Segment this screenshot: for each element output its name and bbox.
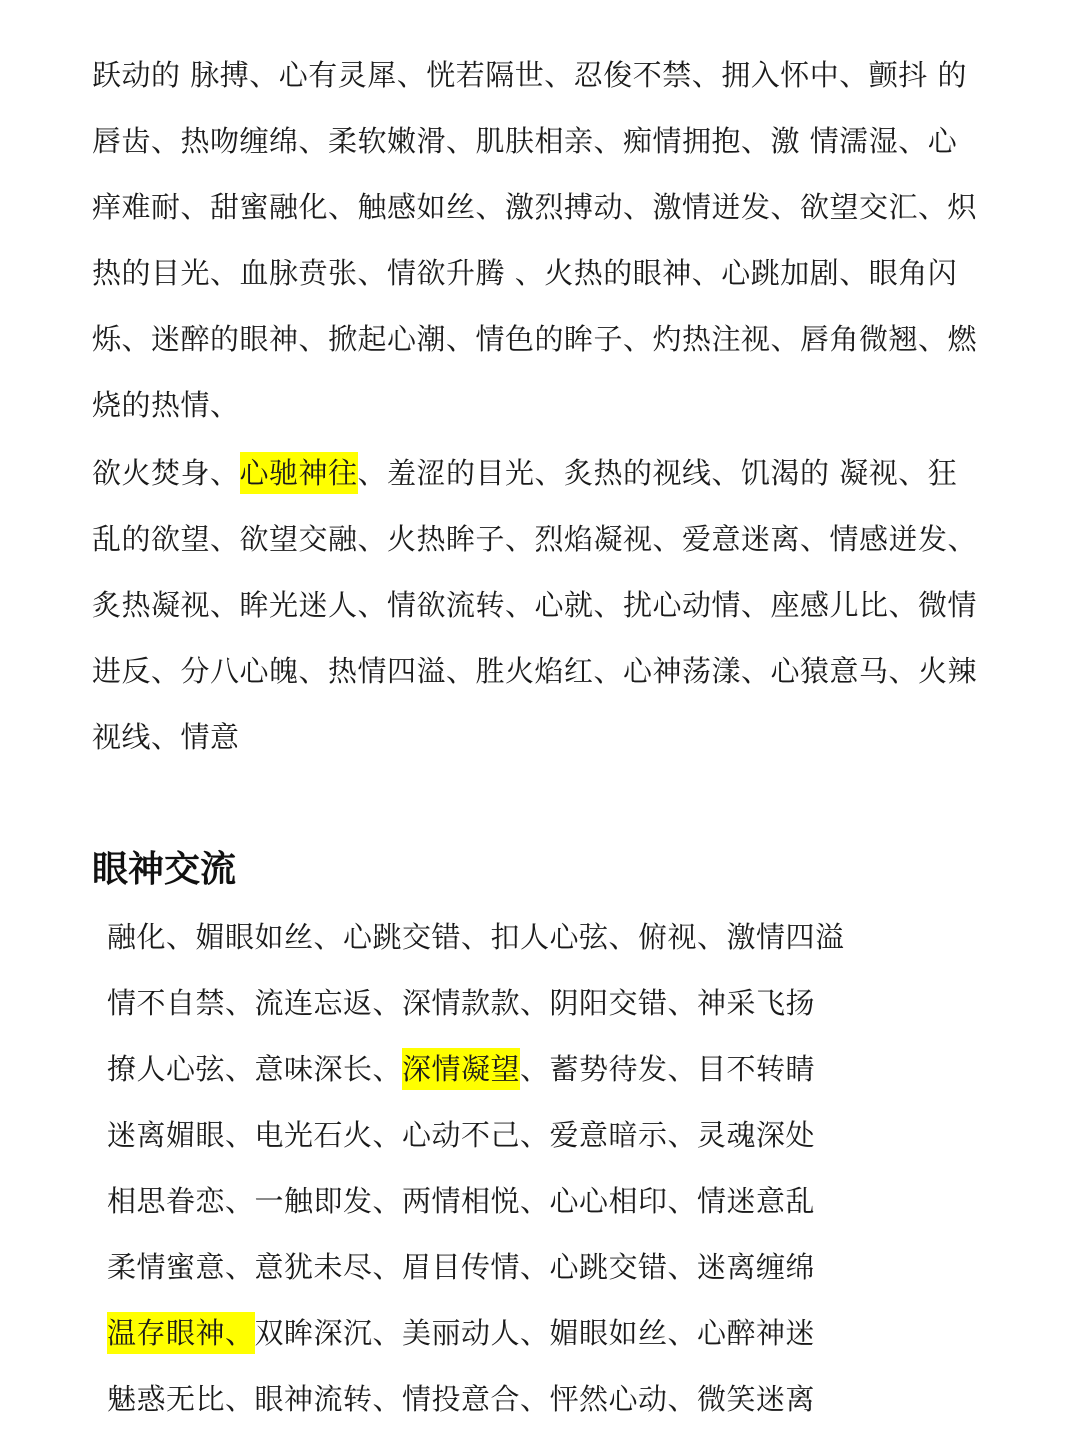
line-text-before: 柔情蜜意、意犹未尽、眉目传情、心跳交错、迷离缠绵 <box>107 1250 816 1284</box>
eye-contact-word-list <box>107 904 1007 1432</box>
line-text-after: 、蓄势待发、目不转睛 <box>520 1052 816 1086</box>
highlighted-phrase: 心驰神往 <box>240 452 358 494</box>
highlighted-phrase: 温存眼神、 <box>107 1312 255 1354</box>
line-text-before: 撩人心弦、意味深长、 <box>107 1052 403 1086</box>
list-line <box>107 970 1007 1036</box>
list-line <box>107 1168 1007 1234</box>
list-line <box>107 1366 1007 1432</box>
list-line <box>107 1234 1007 1300</box>
highlighted-phrase: 深情凝望 <box>402 1048 520 1090</box>
line-text-before: 魅惑无比、眼神流转、情投意合、怦然心动、微笑迷离 <box>107 1382 816 1416</box>
line-text-before: 融化、媚眼如丝、心跳交错、扣人心弦、俯视、激情四溢 <box>107 920 845 954</box>
paragraph-desire-words <box>92 440 982 770</box>
paragraph-2-text-after: 、羞涩的目光、炙热的视线、饥渴的 凝视、狂乱的欲望、欲望交融、火热眸子、烈焰凝视、爱意迷离、情感迸发、炙热凝视、眸光迷人、情欲流转、心就、扰心动情、座感儿比、微情进反、分八心魄、热情四溢、胜火焰红、心神荡漾、心猿意马、火辣视线、情意 <box>92 456 978 754</box>
list-line <box>107 1300 1007 1366</box>
line-text-before: 相思眷恋、一触即发、两情相悦、心心相印、情迷意乱 <box>107 1184 816 1218</box>
paragraph-2-text-before: 欲火焚身、 <box>92 456 240 490</box>
section-title-eye-contact: 眼神交流 <box>92 849 237 890</box>
line-text-after: 双眸深沉、美丽动人、媚眼如丝、心醉神迷 <box>254 1316 816 1350</box>
paragraph-passion-words: 跃动的 脉搏、心有灵犀、恍若隔世、忍俊不禁、拥入怀中、颤抖 的唇齿、热吻缠绵、柔软嫩滑、肌肤相亲、痴情拥抱、激 情濡湿、心痒难耐、甜蜜融化、触感如丝、激烈搏动、激情迸发、欲望交汇、炽热的目光、血脉贲张、情欲升腾 、火热的眼神、心跳加剧、眼角闪烁、迷醉的眼神、掀起心潮、情色的眸子、灼热注视、唇角微翘、燃烧的热情、 <box>92 58 978 422</box>
line-text-before: 情不自禁、流连忘返、深情款款、阴阳交错、神采飞扬 <box>107 986 816 1020</box>
line-text-before: 迷离媚眼、电光石火、心动不己、爱意暗示、灵魂深处 <box>107 1118 816 1152</box>
list-line <box>107 904 1007 970</box>
list-line <box>107 1102 1007 1168</box>
list-line <box>107 1036 1007 1102</box>
